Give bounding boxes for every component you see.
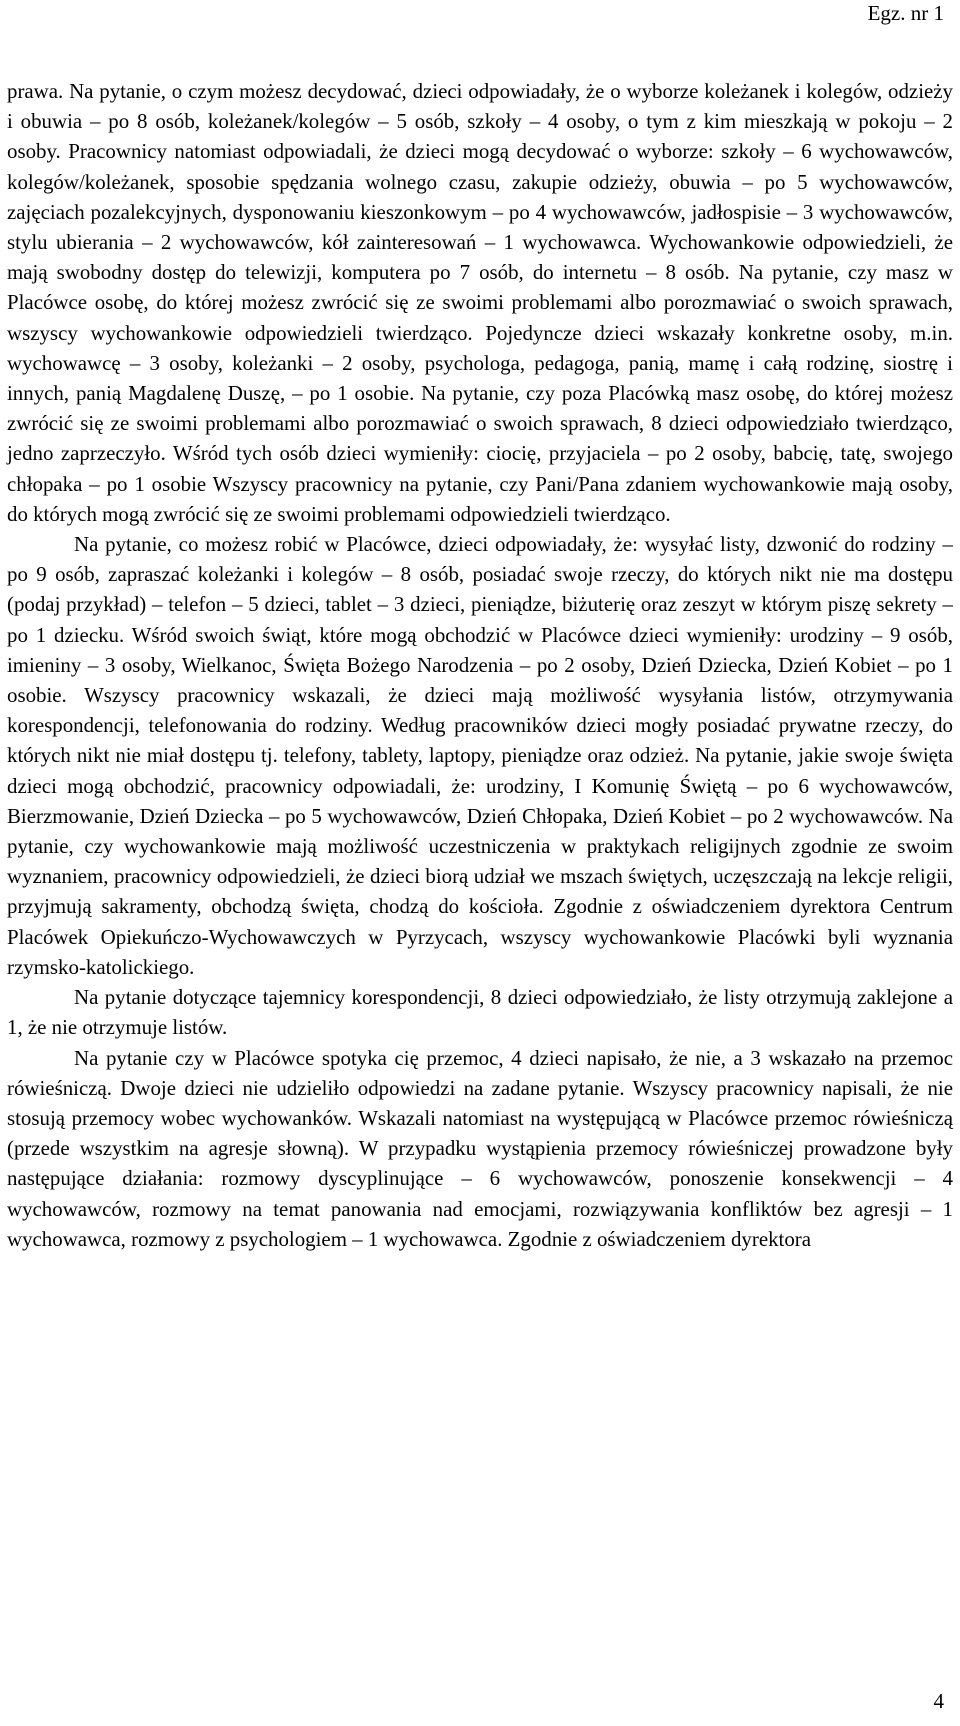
page-number: 4 (933, 1689, 944, 1713)
paragraph: Na pytanie czy w Placówce spotyka cię przemoc, 4 dzieci napisało, że nie, a 3 wskazało na przemoc rówieśniczą. Dwoje dzieci nie udzieliło odpowiedzi na zadane pytanie. Wszyscy pracownicy napisali, że nie stosują przemocy wobec wychowanków. Wskazali natomiast na występującą w Placówce przemoc rówieśniczą (przede wszystkim na agresje słowną). W przypadku wystąpienia przemocy rówieśniczej prowadzone były następujące działania: rozmowy dyscyplinujące – 6 wychowawców, ponoszenie konsekwencji – 4 wychowawców, rozmowy na temat panowania nad emocjami, rozwiązywania konfliktów bez agresji – 1 wychowawca, rozmowy z psychologiem – 1 wychowawca. Zgodnie z oświadczeniem dyrektora (7, 1045, 953, 1251)
paragraph: prawa. Na pytanie, o czym możesz decydować, dzieci odpowiadały, że o wyborze koleżanek i kolegów, odzieży i obuwia – po 8 osób, koleżanek/kolegów – 5 osób, szkoły – 4 osoby, o tym z kim mieszkają w pokoju – 2 osoby. Pracownicy natomiast odpowiadali, że dzieci mogą decydować o wyborze: szkoły – 6 wychowawców, kolegów/koleżanek, sposobie spędzania wolnego czasu, zakupie odzieży, obuwia – po 5 wychowawców, zajęciach pozalekcyjnych, dysponowaniu kieszonkowym – po 4 wychowawców, jadłospisie – 3 wychowawców, stylu ubierania – 2 wychowawców, kół zainteresowań – 1 wychowawca. Wychowankowie odpowiedzieli, że mają swobodny dostęp do telewizji, komputera po 7 osób, do internetu – 8 osób. Na pytanie, czy masz w Placówce osobę, do której możesz zwrócić się ze swoimi problemami albo porozmawiać o swoich sprawach, wszyscy wychowankowie odpowiedzieli twierdząco. Pojedyncze dzieci wskazały konkretne osoby, m.in. wychowawcę – 3 osoby, koleżanki – 2 osoby, psychologa, pedagoga, panią, mamę i całą rodzinę, siostrę i innych, panią Magdalenę Duszę, – po 1 osobie. Na pytanie, czy poza Placówką masz osobę, do której możesz zwrócić się ze swoimi problemami albo porozmawiać o swoich sprawach, 8 dzieci odpowiedziało twierdząco, jedno zaprzeczyło. Wśród tych osób dzieci wymieniły: ciocię, przyjaciela – po 2 osoby, babcię, tatę, swojego chłopaka – po 1 osobie Wszyscy pracownicy na pytanie, czy Pani/Pana zdaniem wychowankowie mają osoby, do których mogą zwrócić się ze swoimi problemami odpowiedzieli twierdząco. (7, 79, 953, 526)
document-body (7, 76, 953, 1254)
document-copy-label: Egz. nr 1 (867, 1, 944, 25)
paragraph: Na pytanie dotyczące tajemnicy korespondencji, 8 dzieci odpowiedziało, że listy otrzymują zaklejone a 1, że nie otrzymuje listów. (7, 985, 953, 1040)
paragraph: Na pytanie, co możesz robić w Placówce, dzieci odpowiadały, że: wysyłać listy, dzwonić do rodziny – po 9 osób, zapraszać koleżanki i kolegów – 8 osób, posiadać swoje rzeczy, do których nikt nie ma dostępu (podaj przykład) – telefon – 5 dzieci, tablet – 3 dzieci, pieniądze, biżuterię oraz zeszyt w którym piszę sekrety – po 1 dziecku. Wśród swoich świąt, które mogą obchodzić w Placówce dzieci wymieniły: urodziny – 9 osób, imieniny – 3 osoby, Wielkanoc, Święta Bożego Narodzenia – po 2 osoby, Dzień Dziecka, Dzień Kobiet – po 1 osobie. Wszyscy pracownicy wskazali, że dzieci mają możliwość wysyłania listów, otrzymywania korespondencji, telefonowania do rodziny. Według pracowników dzieci mogły posiadać prywatne rzeczy, do których nikt nie miał dostępu tj. telefony, tablety, laptopy, pieniądze oraz odzież. Na pytanie, jakie swoje święta dzieci mogą obchodzić, pracownicy odpowiadali, że: urodziny, I Komunię Świętą – po 6 wychowawców, Bierzmowanie, Dzień Dziecka – po 5 wychowawców, Dzień Chłopaka, Dzień Kobiet – po 2 wychowawców. Na pytanie, czy wychowankowie mają możliwość uczestniczenia w praktykach religijnych zgodnie ze swoim wyznaniem, pracownicy odpowiedzieli, że dzieci biorą udział we mszach świętych, uczęszczają na lekcje religii, przyjmują sakramenty, obchodzą święta, chodzą do kościoła. Zgodnie z oświadczeniem dyrektora Centrum Placówek Opiekuńczo-Wychowawczych w Pyrzycach, wszyscy wychowankowie Placówki byli wyznania rzymsko-katolickiego. (7, 532, 953, 979)
